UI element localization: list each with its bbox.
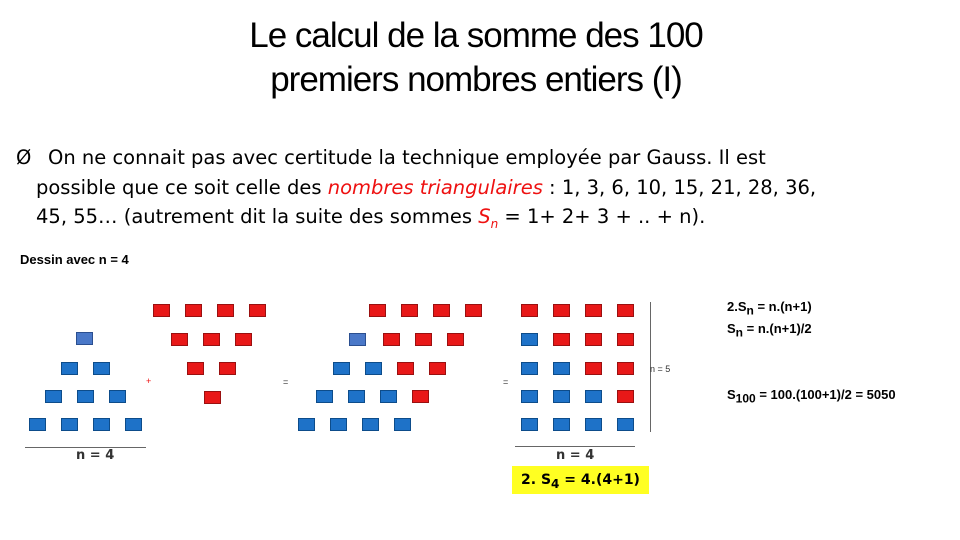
red-square (187, 362, 204, 375)
bullet-text-2a: possible que ce soit celle des (36, 175, 328, 199)
formula-sn: $S_n = n.(n+1)/2$ (727, 321, 812, 340)
red-square (429, 362, 446, 375)
n5-label: n = 5 (650, 364, 671, 374)
blue-square (521, 333, 538, 346)
blue-square (380, 390, 397, 403)
blue-square (109, 390, 126, 403)
blue-square (125, 418, 142, 431)
red-square (521, 304, 538, 317)
red-square (585, 362, 602, 375)
blue-square (521, 362, 538, 375)
sn-symbol: $S_n$ (478, 205, 499, 231)
bullet-paragraph (16, 143, 916, 239)
equals-sign-2: = (503, 377, 509, 387)
red-square (553, 333, 570, 346)
red-square (369, 304, 386, 317)
blue-square (93, 362, 110, 375)
blue-square (553, 390, 570, 403)
bullet-text-1: On ne connait pas avec certitude la technique employée par Gauss. Il est (48, 146, 766, 169)
red-square (553, 304, 570, 317)
red-square (219, 362, 236, 375)
red-square (217, 304, 234, 317)
red-square (203, 333, 220, 346)
blue-square (349, 333, 366, 346)
red-square (617, 390, 634, 403)
red-square (249, 304, 266, 317)
blue-square (585, 418, 602, 431)
blue-square (617, 418, 634, 431)
red-square (447, 333, 464, 346)
blue-square (521, 418, 538, 431)
red-square (617, 333, 634, 346)
blue-square (298, 418, 315, 431)
blue-square (333, 362, 350, 375)
blue-square (521, 390, 538, 403)
title-line-2: premiers nombres entiers (I) (270, 60, 682, 99)
blue-square (45, 390, 62, 403)
arrow-bullet-icon: Ø (16, 146, 32, 169)
s4-highlight-box: 2. $S_4 = 4.(4+1)$ (512, 466, 649, 494)
red-square (185, 304, 202, 317)
n4-left-label: n = 4 (76, 448, 115, 463)
blue-square (316, 390, 333, 403)
bullet-text-3b: = 1+ 2+ 3 + .. + n). (498, 205, 706, 228)
bullet-text-3a: 45, 55… (autrement dit la suite des sommes (36, 205, 479, 228)
red-square (585, 333, 602, 346)
blue-square (365, 362, 382, 375)
red-square (171, 333, 188, 346)
dessin-label: Dessin avec n = 4 (20, 252, 129, 267)
red-square (433, 304, 450, 317)
red-square (153, 304, 170, 317)
red-square (401, 304, 418, 317)
red-square (412, 390, 429, 403)
red-square (617, 362, 634, 375)
slide-title (0, 14, 960, 102)
blue-square (61, 362, 78, 375)
red-square (465, 304, 482, 317)
blue-square (362, 418, 379, 431)
red-square (397, 362, 414, 375)
n4-right-label: n = 4 (556, 448, 595, 463)
red-square (415, 333, 432, 346)
blue-square (394, 418, 411, 431)
formula-2sn: $2.S_n = n.(n+1)$ (727, 299, 812, 318)
red-square (585, 304, 602, 317)
triangular-numbers-term: nombres triangulaires (327, 175, 543, 199)
blue-square (553, 418, 570, 431)
blue-square (77, 390, 94, 403)
formula-s100: $S_{100} = 100.(100+1)/2 = 5050$ (727, 387, 896, 406)
bullet-text-2b: : 1, 3, 6, 10, 15, 21, 28, 36, (542, 175, 817, 199)
blue-square (585, 390, 602, 403)
red-square (235, 333, 252, 346)
blue-square (93, 418, 110, 431)
blue-square (29, 418, 46, 431)
blue-square (553, 362, 570, 375)
blue-square (348, 390, 365, 403)
equals-sign-1: = (283, 377, 289, 387)
red-square (204, 391, 221, 404)
blue-square (330, 418, 347, 431)
right-baseline (515, 446, 635, 447)
title-line-1: Le calcul de la somme des 100 (249, 16, 703, 55)
blue-square (61, 418, 78, 431)
blue-square (76, 332, 93, 345)
red-square (383, 333, 400, 346)
red-square (617, 304, 634, 317)
plus-sign: + (146, 376, 152, 386)
